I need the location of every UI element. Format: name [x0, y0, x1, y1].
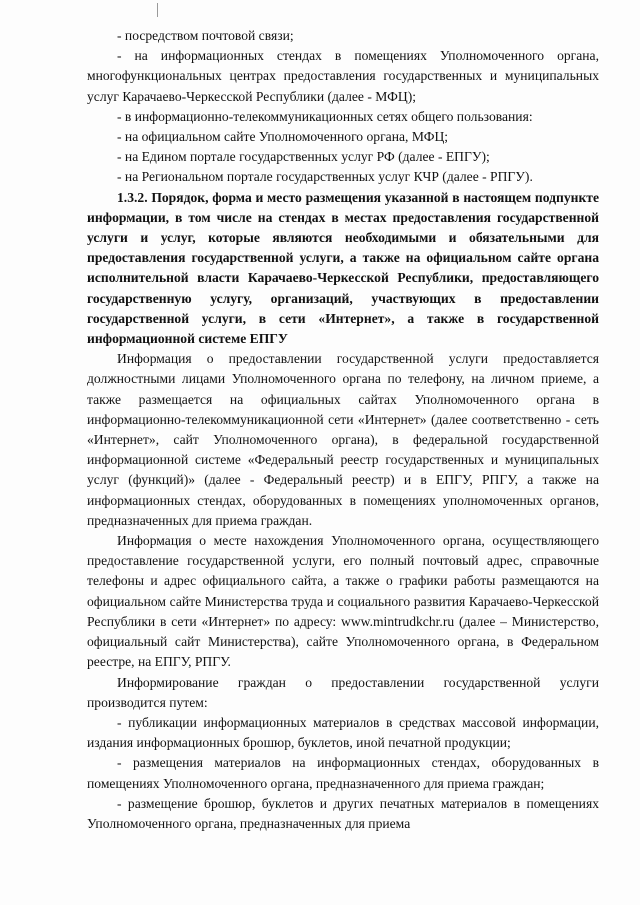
- paragraph: Информирование граждан о предоставлении государственной услуги производится путем:: [87, 674, 599, 710]
- document-body: [87, 26, 599, 834]
- section-heading: 1.3.2. Порядок, форма и место размещения указанной в настоящем подпункте информации, в том числе на стендах в местах предоставления государственной услуги и услуг, которые являются необходимыми и обязательными для предоставления государственной услуги, а также на официальном сайте органа исполнительной власти Карачаево-Черкесской Республики, предоставляющего государственную услугу, организаций, участвующих в предоставлении государственной услуги, в сети «Интернет», а также в государственной информационной системе ЕПГУ: [87, 189, 599, 347]
- paragraph: Информация о месте нахождения Уполномоченного органа, осуществляющего предоставление государственной услуги, его полный почтовый адрес, справочные телефоны и адрес официального сайта, а также о графики работы размещаются на официальном сайте Министерства труда и социального развития Карачаево-Черкесской Республики в сети «Интернет» по адресу: www.mintrudkchr.ru (далее – Министерство, официальный сайт Министерства), сайте Уполномоченного органа, в Федеральном реестре, на ЕПГУ, РПГУ.: [87, 533, 599, 670]
- list-item: - публикации информационных материалов в средствах массовой информации, издания информационных брошюр, буклетов, иной печатной продукции;: [87, 714, 599, 751]
- list-item: - на информационных стендах в помещениях Уполномоченного органа, многофункциональных центрах предоставления государственных и муниципальных услуг Карачаево-Черкесской Республики (далее - МФЦ);: [87, 48, 599, 104]
- list-item: - посредством почтовой связи;: [117, 28, 294, 43]
- scan-mark: [157, 3, 158, 17]
- list-item: - в информационно-телекоммуникационных сетях общего пользования:: [117, 108, 533, 124]
- list-item: - размещение брошюр, буклетов и других печатных материалов в помещениях Уполномоченного органа, предназначенных для приема: [87, 795, 599, 831]
- list-item: - на Региональном портале государственных услуг КЧР (далее - РПГУ).: [117, 169, 533, 185]
- list-item: - на официальном сайте Уполномоченного органа, МФЦ;: [117, 129, 449, 145]
- list-item: - на Едином портале государственных услуг РФ (далее - ЕПГУ);: [117, 149, 490, 165]
- paragraph: Информация о предоставлении государственной услуги предоставляется должностными лицами Уполномоченного органа по телефону, на личном приеме, а также размещается на официальных сайтах Уполномоченного органа в информационно-телекоммуникационной сети «Интернет» (далее соответственно - сеть «Интернет», сайт Уполномоченного органа), в федеральной государственной информационной системе «Федеральный реестр государственных и муниципальных услуг (функций)» (далее - Федеральный реестр) и в ЕПГУ, РПГУ, а также на информационных стендах, оборудованных в помещениях уполномоченных органов, предназначенных для приема граждан.: [87, 351, 599, 528]
- list-item: - размещения материалов на информационных стендах, оборудованных в помещениях Уполномоченного органа, предназначенного для приема граждан;: [87, 755, 599, 791]
